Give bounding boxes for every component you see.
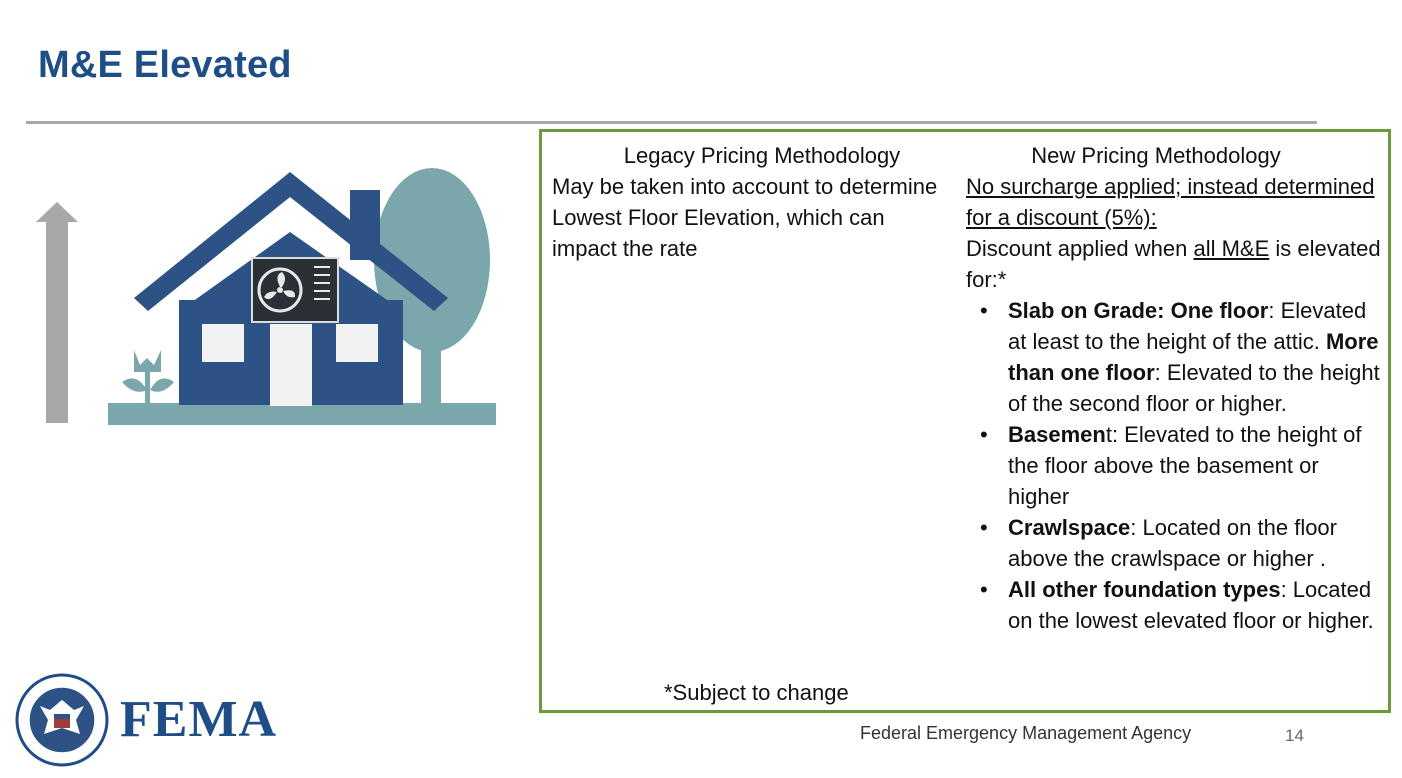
bullet-3-seg-0: All other foundation types xyxy=(1008,577,1281,602)
legacy-body: May be taken into account to determine Lowest Floor Elevation, which can impact the rate xyxy=(552,174,938,261)
new-heading: New Pricing Methodology xyxy=(1031,143,1281,168)
bullet-1-seg-1: t: Elevated to the height of the floor above the basement or higher xyxy=(1008,422,1362,509)
dhs-seal-icon xyxy=(14,672,110,768)
discount-post: is elevated for:* xyxy=(966,236,1381,292)
bullet-1-seg-0: Basemen xyxy=(1008,422,1106,447)
new-column xyxy=(966,140,1382,636)
page-number: 14 xyxy=(1285,726,1304,745)
bullet-0-seg-0: Slab on Grade: One floor xyxy=(1008,298,1269,323)
discount-pre: Discount applied when xyxy=(966,236,1194,261)
bullet-2-seg-1: : Located on the floor above the crawlspace or higher . xyxy=(1008,515,1337,571)
footer-agency-name: Federal Emergency Management Agency xyxy=(860,723,1192,743)
bullet-0-seg-1: : Elevated at least to the height of the attic. xyxy=(1008,298,1367,354)
fema-wordmark: FEMA xyxy=(120,691,278,748)
title-divider xyxy=(26,121,1317,124)
new-discount-text xyxy=(966,233,1382,295)
bullet-3-seg-1: : Located on the lowest elevated floor or higher. xyxy=(1008,577,1374,633)
up-arrow-icon xyxy=(36,202,78,423)
list-item xyxy=(1008,419,1382,512)
methodology-comparison-box xyxy=(539,129,1391,713)
ground xyxy=(108,403,496,425)
list-item xyxy=(1008,574,1382,636)
foundation-bullets xyxy=(966,295,1382,636)
bullet-2-seg-0: Crawlspace xyxy=(1008,515,1131,540)
list-item xyxy=(1008,512,1382,574)
discount-underlined: all M&E xyxy=(1193,236,1270,261)
subject-to-change-note: *Subject to change xyxy=(664,680,849,705)
new-lead-text: No surcharge applied; instead determined for a discount (5%): xyxy=(966,174,1375,230)
bullet-0-seg-3: : Elevated to the height of the second floor or higher. xyxy=(1008,360,1380,416)
elevated-house-illustration xyxy=(30,160,500,430)
legacy-heading: Legacy Pricing Methodology xyxy=(623,143,901,168)
flower-icon xyxy=(122,350,174,405)
legacy-column xyxy=(552,140,942,264)
fan-unit-icon xyxy=(252,258,338,322)
slide-title: M&E Elevated xyxy=(38,44,292,86)
list-item xyxy=(1008,295,1382,419)
bullet-0-seg-2: More than one floor xyxy=(1008,329,1379,385)
